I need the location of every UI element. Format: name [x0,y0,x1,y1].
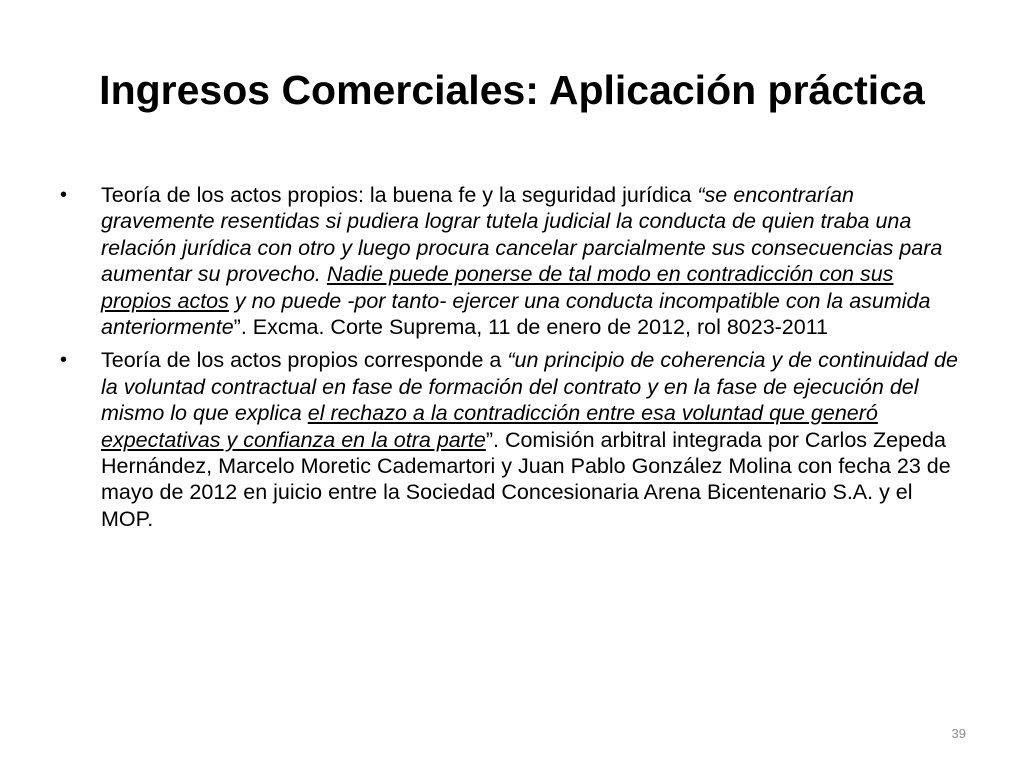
slide-title: Ingresos Comerciales: Aplicación práctica [99,67,925,113]
underlined-quote-text: el rechazo a la contradicción entre esa voluntad que generó expectativas y confianza en la otra parte [101,401,878,452]
quote-text: y no puede -por tanto- ejercer una conducta incompatible con la asumida anteriormente [101,288,931,340]
underlined-quote-text: Nadie puede ponerse de tal modo en contradicción con sus propios actos [101,262,894,313]
citation-text: ”. Comisión arbitral integrada por Carlos Zepeda Hernández, Marcelo Moretic Cademartori y Juan Pablo González Molina con fecha 23 de mayo de 2012 en juicio entre la Sociedad Concesionaria Arena Bicentenario S.A. y el MOP. [101,427,951,531]
bullet-icon: • [60,349,68,372]
quote-text: “un principio de coherencia y de continuidad de la voluntad contractual en fase de formación del contrato y en la fase de ejecución del mismo lo que explica [101,348,958,426]
text-segment: Teoría de los actos propios corresponde a [101,348,508,373]
citation-text: ”. Excma. Corte Suprema, 11 de enero de 2012, rol 8023-2011 [233,315,829,340]
bullet-list [60,182,966,539]
bullet-icon: • [60,184,68,206]
bullet-item [60,182,966,340]
bullet-text [101,183,942,339]
bullet-text [101,348,958,530]
page-number: 39 [951,726,966,741]
quote-text: “se encontrarían gravemente resentidas si pudiera lograr tutela judicial la conducta de quien traba una relación jurídica con otro y luego procura cancelar parcialmente sus consecuencias para aumentar su provecho. [101,183,943,287]
bullet-item [60,347,966,532]
text-segment: Teoría de los actos propios: la buena fe y la seguridad jurídica [101,183,698,207]
